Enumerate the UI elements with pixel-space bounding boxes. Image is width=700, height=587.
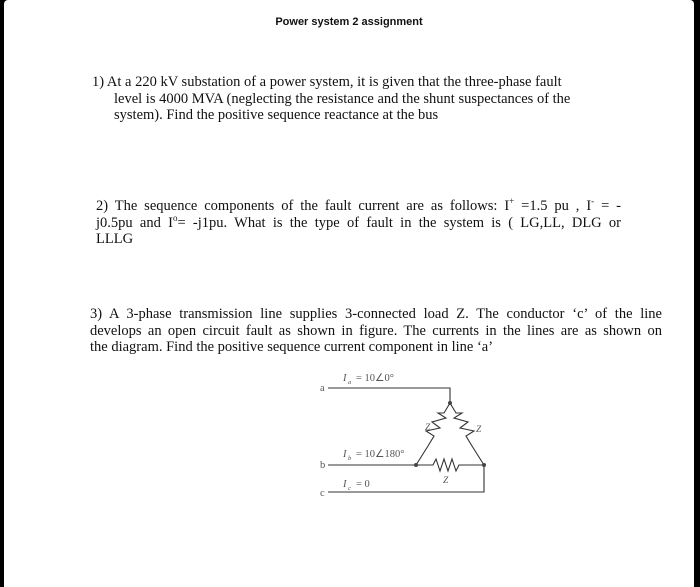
circuit-diagram [4, 0, 694, 587]
q3-line-3: the diagram. Find the positive sequence current component in line ‘a’ [90, 339, 494, 355]
q2-text-2b: = -j1pu. What is the type of fault in the system is ( LG,LL, DLG or [177, 214, 621, 231]
delta-left-branch [416, 403, 450, 465]
q1-line-2: level is 4000 MVA (neglecting the resistance and the shunt suspectances of the [114, 90, 571, 107]
q2-sup-minus: - [591, 196, 595, 207]
q1-line-3: system). Find the positive sequence reactance at the bus [114, 107, 439, 123]
ib-subscript: b [348, 455, 352, 462]
line-a [328, 388, 450, 403]
q2-text-1b: =1.5 pu , I [514, 198, 592, 214]
page-title: Power system 2 assignment [275, 16, 423, 28]
node-label-c: c [320, 488, 325, 499]
node-label-a: a [320, 383, 325, 394]
node-top [448, 401, 452, 405]
q2-text-2a: j0.5pu and I [96, 214, 173, 231]
delta-bottom-branch [416, 459, 484, 471]
ib-value: = 10∠180° [356, 449, 405, 460]
z-label-bottom: Z [443, 476, 449, 486]
q2-line-3: LLLG [96, 231, 134, 247]
z-label-left: Z [425, 423, 431, 433]
q2-sup-plus: + [509, 196, 515, 207]
node-left [414, 463, 418, 467]
q2-sup-zero: o [172, 212, 178, 223]
node-right [482, 463, 486, 467]
q3-line-1: 3) A 3-phase transmission line supplies 3-connected load Z. The conductor ‘c’ of the line [90, 306, 662, 322]
q2-text-1a: 2) The sequence components of the fault current are as follows: I [96, 198, 510, 214]
ia-symbol: I [343, 373, 347, 384]
document-page [4, 0, 694, 587]
ia-value: = 10∠0° [356, 373, 394, 384]
q3-line-2: develops an open circuit fault as shown in figure. The currents in the lines are as shown on [90, 322, 662, 339]
ia-subscript: a [348, 379, 352, 386]
node-label-b: b [320, 460, 326, 471]
q2-text-1c: = - [594, 198, 622, 214]
z-label-right: Z [476, 425, 482, 435]
q1-line-1: 1) At a 220 kV substation of a power system, it is given that the three-phase fault [92, 74, 562, 90]
ic-symbol: I [343, 479, 347, 490]
ic-subscript: c [348, 485, 351, 492]
ib-symbol: I [343, 449, 347, 460]
ic-value: = 0 [356, 479, 370, 490]
line-c [328, 465, 484, 492]
